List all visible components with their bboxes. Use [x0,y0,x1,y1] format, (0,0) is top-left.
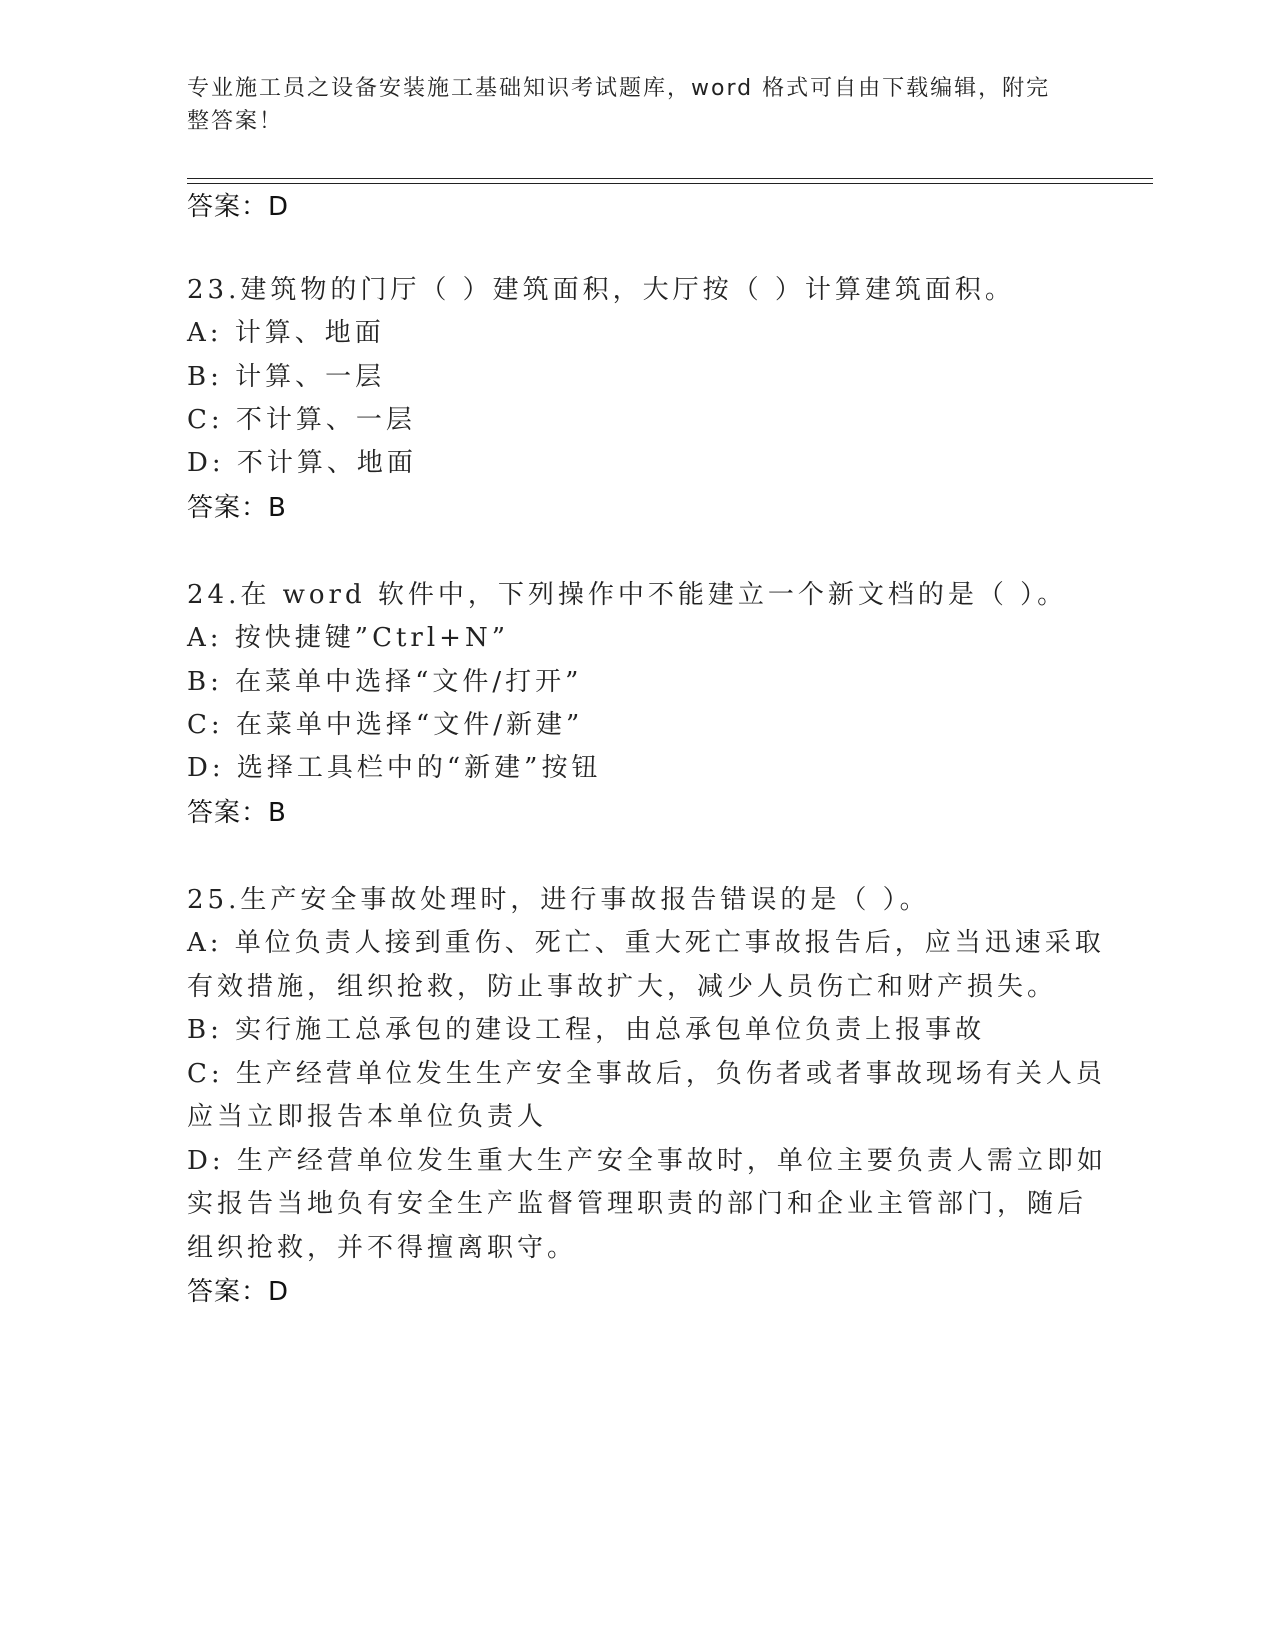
question-23-option-a: A: 计算、地面 [187,318,385,348]
header-line-1: 专业施工员之设备安装施工基础知识考试题库，word 格式可自由下载编辑，附完 [187,76,1051,101]
question-25-option-c-line-2: 应当立即报告本单位负责人 [187,1102,548,1132]
header-line-2: 整答案！ [187,109,284,134]
question-23-option-b: B: 计算、一层 [187,362,386,392]
question-25-option-a-line-1: A: 单位负责人接到重伤、死亡、重大死亡事故报告后，应当迅速采取 [187,928,1105,958]
question-23-answer: 答案：B [187,493,287,523]
question-25-option-d-line-2: 实报告当地负有安全生产监督管理职责的部门和企业主管部门，随后 [187,1189,1088,1219]
question-25-stem: 25.生产安全事故处理时，进行事故报告错误的是（ ）。 [187,885,930,915]
question-25-option-d-line-1: D: 生产经营单位发生重大生产安全事故时，单位主要负责人需立即如 [187,1146,1107,1176]
previous-answer: 答案：D [187,192,290,222]
question-25-option-d-line-3: 组织抢救，并不得擅离职守。 [187,1233,578,1263]
question-25-option-a-line-2: 有效措施，组织抢救，防止事故扩大，减少人员伤亡和财产损失。 [187,972,1058,1002]
question-24-option-d: D: 选择工具栏中的“新建”按钮 [187,753,602,783]
question-25-option-c-line-1: C: 生产经营单位发生生产安全事故后，负伤者或者事故现场有关人员 [187,1059,1106,1089]
document-header [187,72,1067,138]
question-24-stem: 24.在 word 软件中，下列操作中不能建立一个新文档的是（ ）。 [187,580,1068,610]
header-rule-top [187,178,1153,179]
question-24-option-b: B: 在菜单中选择“文件/打开” [187,667,583,697]
question-25-answer: 答案：D [187,1277,290,1307]
question-24-option-a: A: 按快捷键”Ctrl+N” [187,623,510,653]
question-24-option-c: C: 在菜单中选择“文件/新建” [187,710,584,740]
question-25-option-b: B: 实行施工总承包的建设工程，由总承包单位负责上报事故 [187,1015,986,1045]
question-23-option-c: C: 不计算、一层 [187,405,416,435]
question-24-answer: 答案：B [187,798,287,828]
question-23-stem: 23.建筑物的门厅（ ）建筑面积，大厅按（ ）计算建筑面积。 [187,275,1015,305]
question-23-option-d: D: 不计算、地面 [187,448,417,478]
header-rule-bottom [187,183,1153,184]
